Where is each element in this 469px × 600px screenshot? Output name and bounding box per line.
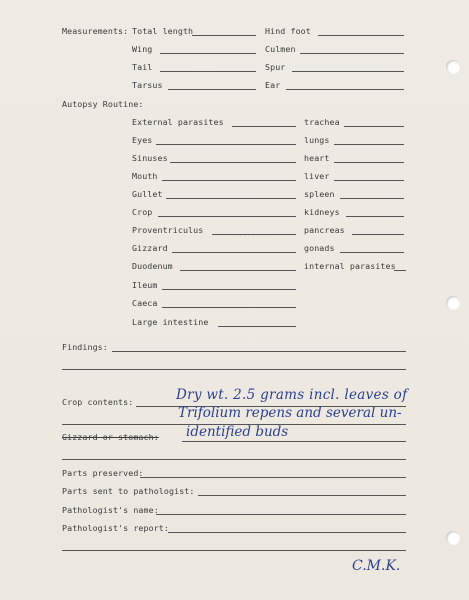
gullet-label: Gullet (132, 189, 163, 199)
gullet-line[interactable] (166, 198, 296, 199)
findings-line-1[interactable] (112, 351, 406, 352)
liver-line[interactable] (334, 180, 404, 181)
crop-contents-handwriting-2: Trifolium repens and several un- (178, 405, 402, 421)
ear-line[interactable] (286, 89, 404, 90)
trachea-line[interactable] (344, 126, 404, 127)
internal-parasites-line[interactable] (394, 270, 406, 271)
proventriculus-line[interactable] (212, 234, 296, 235)
heart-line[interactable] (334, 162, 404, 163)
spleen-label: spleen (304, 189, 335, 199)
duodenum-label: Duodenum (132, 261, 173, 271)
crop-label: Crop (132, 207, 153, 217)
punch-hole-top (446, 60, 460, 74)
total-length-label: Total length (132, 26, 194, 36)
hind-foot-line[interactable] (318, 35, 404, 36)
gizzard-line[interactable] (172, 252, 296, 253)
eyes-line[interactable] (156, 144, 296, 145)
measurements-heading: Measurements: (62, 26, 129, 36)
findings-line-2[interactable] (62, 369, 406, 370)
internal-parasites-label: internal parasites (304, 261, 396, 271)
gizzard-or-stomach-line-1[interactable] (182, 441, 406, 442)
parts-sent-label: Parts sent to pathologist: (62, 486, 195, 496)
kidneys-line[interactable] (346, 216, 404, 217)
mouth-label: Mouth (132, 171, 158, 181)
tarsus-line[interactable] (168, 89, 256, 90)
findings-label: Findings: (62, 342, 108, 352)
liver-label: liver (304, 171, 330, 181)
parts-sent-line[interactable] (198, 495, 406, 496)
pathologist-report-line-1[interactable] (168, 532, 406, 533)
heart-label: heart (304, 153, 330, 163)
spur-line[interactable] (292, 71, 404, 72)
parts-preserved-line[interactable] (140, 477, 406, 478)
wing-line[interactable] (160, 53, 256, 54)
external-parasites-line[interactable] (232, 126, 296, 127)
tarsus-label: Tarsus (132, 80, 163, 90)
bleed-through-text: .......... (230, 230, 273, 238)
pancreas-line[interactable] (352, 234, 404, 235)
gizzard-label: Gizzard (132, 243, 168, 253)
large-intestine-line[interactable] (218, 326, 296, 327)
lungs-label: lungs (304, 135, 330, 145)
caeca-label: Caeca (132, 298, 158, 308)
autopsy-heading: Autopsy Routine: (62, 99, 144, 109)
tail-line[interactable] (160, 71, 256, 72)
sinuses-line[interactable] (170, 162, 296, 163)
trachea-label: trachea (304, 117, 340, 127)
ileum-line[interactable] (162, 289, 296, 290)
bleed-through-text: .......... (180, 66, 223, 74)
pancreas-label: pancreas (304, 225, 345, 235)
total-length-line[interactable] (192, 35, 256, 36)
parts-preserved-label: Parts preserved: (62, 468, 144, 478)
large-intestine-label: Large intestine (132, 317, 209, 327)
culmen-line[interactable] (300, 53, 404, 54)
pathologist-report-label: Pathologist's report: (62, 523, 169, 533)
gonads-line[interactable] (340, 252, 404, 253)
caeca-line[interactable] (162, 307, 296, 308)
pathologist-report-line-2[interactable] (62, 550, 406, 551)
gizzard-or-stomach-label: Gizzard or stomach: (62, 432, 159, 442)
pathologist-name-label: Pathologist's name: (62, 505, 159, 515)
spur-label: Spur (265, 62, 286, 72)
external-parasites-label: External parasites (132, 117, 224, 127)
crop-line[interactable] (158, 216, 296, 217)
crop-contents-handwriting-1: Dry wt. 2.5 grams incl. leaves of (176, 387, 408, 403)
crop-contents-handwriting-3: identified buds (186, 424, 289, 440)
punch-hole-bottom (446, 531, 460, 545)
culmen-label: Culmen (265, 44, 296, 54)
mouth-line[interactable] (162, 180, 296, 181)
gonads-label: gonads (304, 243, 335, 253)
lungs-line[interactable] (334, 144, 404, 145)
duodenum-line[interactable] (180, 270, 296, 271)
pathologist-name-line[interactable] (156, 514, 406, 515)
kidneys-label: kidneys (304, 207, 340, 217)
signature-initials: C.M.K. (352, 558, 401, 574)
crop-contents-label: Crop contents: (62, 397, 134, 407)
spleen-line[interactable] (340, 198, 404, 199)
ear-label: Ear (265, 80, 281, 90)
punch-hole-middle (446, 296, 460, 310)
gizzard-or-stomach-line-2[interactable] (62, 459, 406, 460)
proventriculus-label: Proventriculus (132, 225, 204, 235)
ileum-label: Ileum (132, 280, 158, 290)
tail-label: Tail (132, 62, 153, 72)
eyes-label: Eyes (132, 135, 153, 145)
wing-label: Wing (132, 44, 153, 54)
sinuses-label: Sinuses (132, 153, 168, 163)
hind-foot-label: Hind foot (265, 26, 311, 36)
